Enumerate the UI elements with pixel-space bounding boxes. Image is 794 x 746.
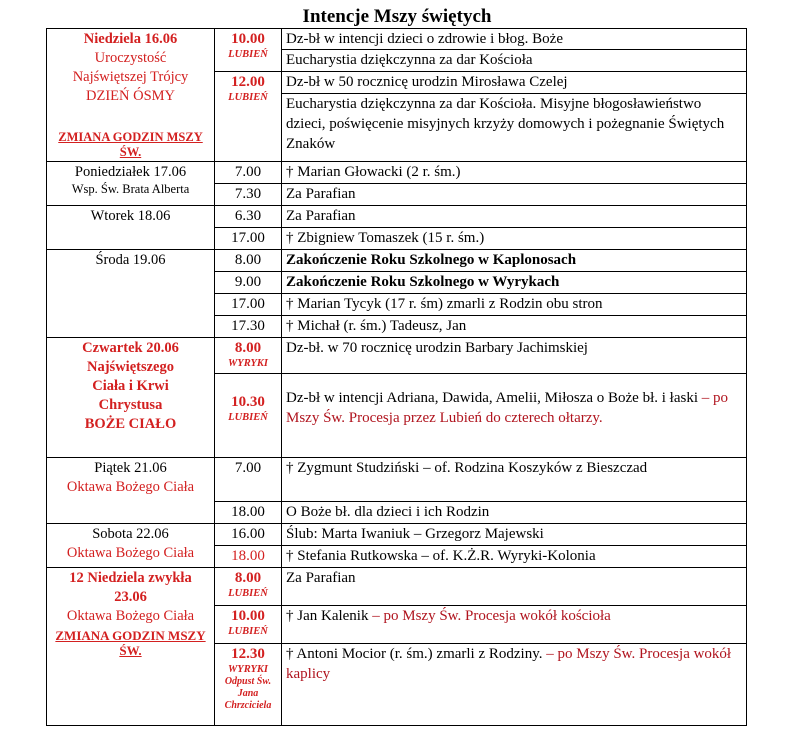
day-label: Poniedziałek 17.06 bbox=[74, 164, 187, 180]
intention: Zakończenie Roku Szkolnego w Kaplonosach bbox=[282, 250, 747, 272]
mass-time: 7.00 bbox=[215, 162, 282, 184]
intention: Dz-bł w 50 rocznicę urodzin Mirosława Czelej bbox=[282, 72, 747, 94]
day-cell-sunday-23 bbox=[47, 568, 215, 726]
mass-location: WYRYKI bbox=[227, 664, 269, 675]
intention: Dz-bł w intencji dzieci o zdrowie i błog. Boże bbox=[282, 29, 747, 50]
mass-time: 7.30 bbox=[215, 184, 282, 206]
day-label: Środa 19.06 bbox=[95, 252, 166, 268]
mass-time: 6.30 bbox=[215, 206, 282, 228]
day-subtitle: Oktawa Bożego Ciała bbox=[66, 545, 195, 561]
mass-location: LUBIEŃ bbox=[228, 588, 268, 599]
intention: † Michał (r. śm.) Tadeusz, Jan bbox=[282, 316, 747, 338]
day-cell-wednesday bbox=[47, 250, 215, 338]
mass-location: LUBIEŃ bbox=[228, 626, 268, 637]
mass-time: 8.00 bbox=[234, 570, 262, 586]
day-subtitle: DZIEŃ ÓSMY bbox=[85, 88, 175, 104]
intention: Za Parafian bbox=[282, 568, 747, 606]
mass-intentions-table bbox=[46, 28, 747, 726]
day-label: Piątek 21.06 bbox=[94, 460, 167, 476]
intention: † Zbigniew Tomaszek (15 r. śm.) bbox=[282, 228, 747, 250]
day-subtitle: Najświętszej Trójcy bbox=[72, 69, 189, 85]
intention bbox=[282, 606, 747, 644]
intention: † Marian Tycyk (17 r. śm) zmarli z Rodzin obu stron bbox=[282, 294, 747, 316]
day-label: Wtorek 18.06 bbox=[90, 208, 171, 224]
intention: Dz-bł. w 70 rocznicę urodzin Barbary Jachimskiej bbox=[282, 338, 747, 374]
intention: Zakończenie Roku Szkolnego w Wyrykach bbox=[282, 272, 747, 294]
mass-time: 17.00 bbox=[215, 294, 282, 316]
intention: † Stefania Rutkowska – of. K.Ż.R. Wyryki-Kolonia bbox=[282, 546, 747, 568]
procession-note: – po Mszy Św. Procesja wokół kaplicy bbox=[286, 646, 732, 682]
intention bbox=[282, 644, 747, 726]
mass-occasion: Odpust Św. Jana Chrzciciela bbox=[224, 676, 272, 711]
day-cell-friday bbox=[47, 458, 215, 524]
time-cell bbox=[215, 606, 282, 644]
time-cell bbox=[215, 29, 282, 72]
time-cell bbox=[215, 644, 282, 726]
day-cell-tuesday bbox=[47, 206, 215, 250]
mass-location: LUBIEŃ bbox=[228, 412, 268, 423]
intention: Ślub: Marta Iwaniuk – Grzegorz Majewski bbox=[282, 524, 747, 546]
day-label: Czwartek 20.06 bbox=[82, 340, 179, 356]
day-subtitle: Oktawa Bożego Ciała bbox=[66, 608, 195, 624]
mass-time: 10.30 bbox=[231, 394, 265, 410]
day-subtitle: Chrystusa bbox=[98, 397, 163, 413]
intention: Eucharystia dziękczynna za dar Kościoła bbox=[282, 50, 747, 72]
day-subtitle: Wsp. Św. Brata Alberta bbox=[71, 182, 190, 196]
intention: Za Parafian bbox=[282, 184, 747, 206]
time-cell bbox=[215, 374, 282, 458]
intention: Za Parafian bbox=[282, 206, 747, 228]
day-subtitle: Najświętszego bbox=[87, 359, 174, 375]
schedule-change-note: ZMIANA GODZIN MSZY ŚW. bbox=[58, 130, 203, 159]
intention-text: † Jan Kalenik bbox=[286, 608, 369, 624]
mass-time: 17.00 bbox=[215, 228, 282, 250]
mass-location: WYRYKI bbox=[227, 358, 269, 369]
procession-note: – po Mszy Św. Procesja wokół kościoła bbox=[368, 608, 611, 624]
day-subtitle: Oktawa Bożego Ciała bbox=[66, 479, 195, 495]
day-label: Niedziela 16.06 bbox=[83, 31, 178, 47]
mass-location: LUBIEŃ bbox=[228, 92, 268, 103]
intention bbox=[282, 374, 747, 458]
schedule-change-note: ZMIANA GODZIN MSZY ŚW. bbox=[55, 628, 206, 658]
procession-note: – po Mszy Św. Procesja przez Lubień do czterech ołtarzy. bbox=[286, 390, 728, 426]
intention-text: Dz-bł w intencji Adriana, Dawida, Amelii, Miłosza o Boże bł. i łaski bbox=[286, 390, 698, 406]
mass-time: 8.00 bbox=[234, 340, 262, 356]
day-subtitle: BOŻE CIAŁO bbox=[84, 416, 177, 432]
intention-text: † Antoni Mocior (r. śm.) zmarli z Rodziny. bbox=[286, 646, 543, 662]
mass-location: LUBIEŃ bbox=[228, 49, 268, 60]
mass-time: 7.00 bbox=[215, 458, 282, 502]
mass-time: 18.00 bbox=[215, 546, 282, 568]
mass-time: 10.00 bbox=[231, 608, 265, 624]
intention: O Boże bł. dla dzieci i ich Rodzin bbox=[282, 502, 747, 524]
mass-time: 8.00 bbox=[215, 250, 282, 272]
intention: † Marian Głowacki (2 r. śm.) bbox=[282, 162, 747, 184]
page-title: Intencje Mszy świętych bbox=[302, 6, 492, 27]
mass-time: 9.00 bbox=[215, 272, 282, 294]
mass-time: 10.00 bbox=[231, 31, 265, 47]
mass-time: 12.00 bbox=[231, 74, 265, 90]
mass-time: 18.00 bbox=[215, 502, 282, 524]
mass-time: 17.30 bbox=[215, 316, 282, 338]
day-cell-thursday bbox=[47, 338, 215, 458]
day-subtitle: Uroczystość bbox=[94, 50, 167, 66]
mass-time: 16.00 bbox=[215, 524, 282, 546]
day-cell-monday bbox=[47, 162, 215, 206]
day-label: Sobota 22.06 bbox=[92, 526, 169, 542]
intention: Eucharystia dziękczynna za dar Kościoła. Misyjne błogosławieństwo dzieci, poświęcenie misyjnych krzyży domowych i pożegnanie Świętych Znaków bbox=[282, 94, 747, 162]
day-cell-sunday-16 bbox=[47, 29, 215, 162]
day-date: 23.06 bbox=[114, 589, 147, 605]
intention: † Zygmunt Studziński – of. Rodzina Koszyków z Bieszczad bbox=[282, 458, 747, 502]
day-label: 12 Niedziela zwykła bbox=[69, 570, 192, 586]
time-cell bbox=[215, 72, 282, 162]
mass-time: 12.30 bbox=[231, 646, 265, 662]
time-cell bbox=[215, 338, 282, 374]
day-cell-saturday bbox=[47, 524, 215, 568]
day-subtitle: Ciała i Krwi bbox=[92, 378, 169, 394]
time-cell bbox=[215, 568, 282, 606]
